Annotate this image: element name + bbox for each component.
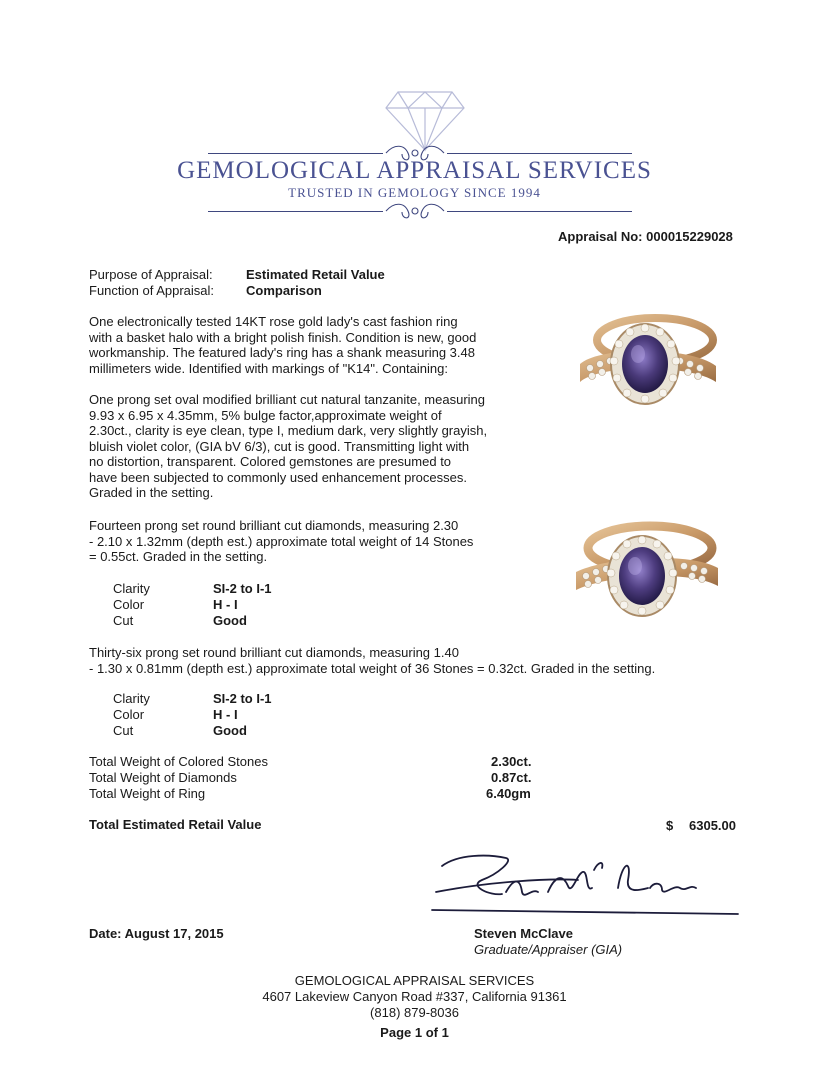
retail-currency: $ xyxy=(666,818,674,833)
grade-label-cut: Cut xyxy=(113,723,134,738)
text-line: Graded in the setting. xyxy=(89,485,214,500)
footer-company: GEMOLOGICAL APPRAISAL SERVICES xyxy=(294,973,535,988)
ring-photo-1 xyxy=(570,306,720,414)
flourish-icon xyxy=(384,200,446,222)
total-value-colored-stones: 2.30ct. xyxy=(491,754,532,769)
appraisal-date: Date: August 17, 2015 xyxy=(89,926,224,941)
retail-value-label: Total Estimated Retail Value xyxy=(89,817,262,832)
total-label-ring: Total Weight of Ring xyxy=(89,786,206,801)
text-line: 9.93 x 6.95 x 4.35mm, 5% bulge factor,approximate weight of xyxy=(89,407,442,423)
text-line: with a basket halo with a bright polish finish. Condition is new, good xyxy=(89,329,477,345)
footer-address: 4607 Lakeview Canyon Road #337, California 91361 xyxy=(262,989,567,1004)
header-rule-top-right xyxy=(447,153,632,154)
text-line: = 0.55ct. Graded in the setting. xyxy=(89,549,268,564)
purpose-value: Estimated Retail Value xyxy=(246,267,385,282)
retail-value: 6305.00 xyxy=(689,818,736,833)
grade-label-color: Color xyxy=(113,707,145,722)
text-line: Thirty-six prong set round brilliant cut diamonds, measuring 1.40 xyxy=(89,645,459,660)
total-value-ring: 6.40gm xyxy=(486,786,531,801)
grade-value-color: H - I xyxy=(213,597,238,612)
appraiser-name: Steven McClave xyxy=(474,926,573,941)
text-line: millimeters wide. Identified with markings of "K14". Containing: xyxy=(89,360,448,376)
purpose-label: Purpose of Appraisal: xyxy=(89,267,213,282)
function-label: Function of Appraisal: xyxy=(89,283,215,298)
description-paragraph-2 xyxy=(89,392,519,501)
description-paragraph-3 xyxy=(89,518,519,565)
appraiser-title: Graduate/Appraiser (GIA) xyxy=(474,942,623,957)
text-line: - 1.30 x 0.81mm (depth est.) approximate total weight of 36 Stones = 0.32ct. Graded in the setting. xyxy=(89,660,656,676)
text-line: - 2.10 x 1.32mm (depth est.) approximate total weight of 14 Stones xyxy=(89,533,474,549)
ring-photo-2 xyxy=(570,518,720,628)
function-value: Comparison xyxy=(246,283,322,298)
signature-image xyxy=(428,848,742,924)
grade-label-color: Color xyxy=(113,597,145,612)
company-tagline: TRUSTED IN GEMOLOGY SINCE 1994 xyxy=(288,185,541,200)
grade-value-cut: Good xyxy=(213,613,247,628)
grade-value-clarity: SI-2 to I-1 xyxy=(213,581,272,596)
text-line: no distortion, transparent. Colored gemstones are presumed to xyxy=(89,454,452,469)
grade-label-clarity: Clarity xyxy=(113,691,150,706)
text-line: One electronically tested 14KT rose gold lady's cast fashion ring xyxy=(89,314,458,329)
grade-value-clarity: SI-2 to I-1 xyxy=(213,691,272,706)
header-rule-bottom xyxy=(208,211,383,212)
header-rule-bottom-right xyxy=(447,211,632,212)
grade-label-clarity: Clarity xyxy=(113,581,150,596)
text-line: have been subjected to commonly used enhancement processes. xyxy=(89,469,467,485)
total-value-diamonds: 0.87ct. xyxy=(491,770,532,785)
page-number: Page 1 of 1 xyxy=(380,1025,449,1040)
description-paragraph-4 xyxy=(89,645,729,676)
description-paragraph-1 xyxy=(89,314,519,376)
total-label-diamonds: Total Weight of Diamonds xyxy=(89,770,237,785)
appraisal-number: Appraisal No: 000015229028 xyxy=(558,229,733,244)
text-line: 2.30ct., clarity is eye clean, type I, medium dark, very slightly grayish, xyxy=(89,423,488,438)
text-line: bluish violet color, (GIA bV 6/3), cut is good. Transmitting light with xyxy=(89,438,470,454)
text-line: One prong set oval modified brilliant cut natural tanzanite, measuring xyxy=(89,392,485,407)
grade-value-color: H - I xyxy=(213,707,238,722)
grade-label-cut: Cut xyxy=(113,613,134,628)
total-label-colored-stones: Total Weight of Colored Stones xyxy=(89,754,268,769)
text-line: workmanship. The featured lady's ring has a shank measuring 3.48 xyxy=(89,345,475,360)
header-rule-top xyxy=(208,153,383,154)
text-line: Fourteen prong set round brilliant cut diamonds, measuring 2.30 xyxy=(89,518,459,533)
grade-value-cut: Good xyxy=(213,723,247,738)
company-name: GEMOLOGICAL APPRAISAL SERVICES xyxy=(177,157,652,184)
footer-phone: (818) 879-8036 xyxy=(370,1005,459,1020)
